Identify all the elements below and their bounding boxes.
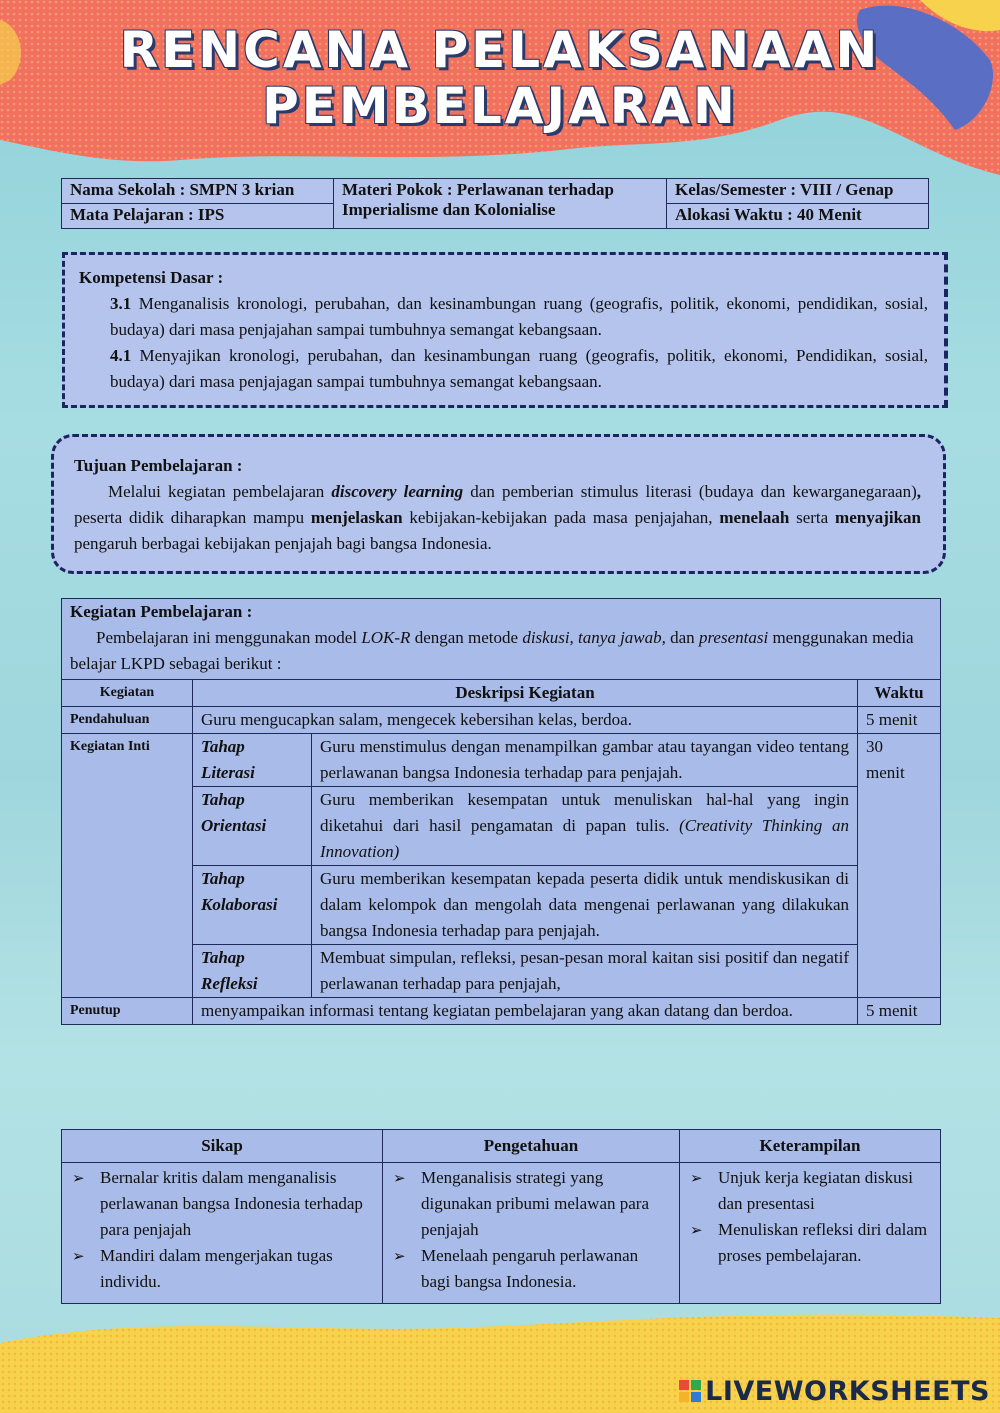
liveworksheets-icon (679, 1380, 701, 1402)
intro-model: LOK-R (361, 628, 411, 647)
tujuan-heading: Tujuan Pembelajaran : (74, 456, 243, 475)
tujuan-text: serta (789, 508, 836, 527)
brand-text: LIVEWORKSHEETS (705, 1376, 990, 1407)
stage-desc-text: Membuat simpulan, refleksi, pesan-pesan moral kaitan sisi positif dan negatif perlawanan terhadap para penjajah, (320, 948, 849, 993)
kompetensi-number: 4.1 (110, 346, 132, 365)
pengetahuan-list (391, 1165, 671, 1295)
stage-desc-text: Guru menstimulus dengan menampilkan gambar atau tayangan video tentang perlawanan bangsa Indonesia terhadap para penjajah. (320, 737, 849, 782)
title-line-1: RENCANA PELAKSANAAN (119, 21, 881, 79)
intro-text: dengan metode (410, 628, 523, 647)
penutup-waktu: 5 menit (858, 998, 941, 1025)
liveworksheets-logo[interactable] (679, 1376, 990, 1407)
stage-name (193, 787, 312, 866)
stage-desc (312, 787, 858, 866)
list-item: ➢ Unjuk kerja kegiatan diskusi dan presentasi (688, 1165, 932, 1217)
stage-name-line: Kolaborasi (201, 895, 278, 914)
col-header-keterampilan: Keterampilan (680, 1130, 941, 1163)
stage-name-line: Literasi (201, 763, 255, 782)
tujuan-keyword: menjelaskan (310, 508, 403, 527)
kegiatan-inti-label: Kegiatan Inti (62, 734, 193, 998)
stage-desc (312, 945, 858, 998)
kompetensi-text: Menganalisis kronologi, perubahan, dan kesinambungan ruang (geografis, politik, ekonomi, pendidikan, sosial, budaya) dari masa penjajahan sampai tumbuhnya semangat kebangsaan. (110, 294, 928, 339)
stage-desc-note: (Creativity Thinking an Innovation) (320, 816, 849, 861)
materi-pokok (334, 179, 667, 229)
tujuan-paragraph (74, 479, 921, 557)
kompetensi-dasar-box (62, 252, 948, 408)
kegiatan-heading: Kegiatan Pembelajaran : (70, 602, 253, 621)
tujuan-pembelajaran-box (51, 434, 946, 574)
pengetahuan-cell (383, 1163, 680, 1304)
stage-desc (312, 734, 858, 787)
intro-metode: diskusi, tanya jawab, (522, 628, 666, 647)
stage-name (193, 734, 312, 787)
penilaian-table (61, 1129, 941, 1304)
keterampilan-cell (680, 1163, 941, 1304)
list-item: ➢ Bernalar kritis dalam menganalisis perlawanan bangsa Indonesia terhadap para penjajah (70, 1165, 374, 1243)
list-item: ➢ Menelaah pengaruh perlawanan bagi bangsa Indonesia. (391, 1243, 671, 1295)
nama-sekolah: Nama Sekolah : SMPN 3 krian (62, 179, 334, 204)
intro-text: menggunakan media belajar LKPD sebagai berikut : (70, 628, 914, 673)
kompetensi-heading: Kompetensi Dasar : (79, 268, 224, 287)
materi-pokok-line-1: Materi Pokok : Perlawanan terhadap (342, 180, 614, 199)
stage-name-line: Orientasi (201, 816, 267, 835)
tujuan-keyword: menelaah (719, 508, 790, 527)
list-item: ➢ Mandiri dalam mengerjakan tugas individu. (70, 1243, 374, 1295)
tujuan-comma: , (916, 482, 921, 501)
penutup-label: Penutup (62, 998, 193, 1025)
tujuan-text: peserta didik diharapkan mampu (74, 508, 311, 527)
inti-waktu-unit: menit (866, 763, 905, 782)
sikap-cell (62, 1163, 383, 1304)
kompetensi-item (79, 291, 928, 343)
stage-name-line: Tahap (201, 869, 245, 888)
tujuan-keyword: menyajikan (835, 508, 921, 527)
kompetensi-item (79, 343, 928, 395)
tujuan-text: kebijakan-kebijakan pada masa penjajahan, (402, 508, 720, 527)
alokasi-waktu: Alokasi Waktu : 40 Menit (667, 204, 929, 229)
penutup-desc: menyampaikan informasi tentang kegiatan pembelajaran yang akan datang dan berdoa. (193, 998, 858, 1025)
kegiatan-intro (62, 599, 941, 680)
stage-name-line: Tahap (201, 790, 245, 809)
pendahuluan-desc: Guru mengucapkan salam, mengecek kebersihan kelas, berdoa. (193, 707, 858, 734)
title-line-2: PEMBELAJARAN (262, 77, 738, 135)
tujuan-text: dan pemberian stimulus literasi (budaya dan kewarganegaraan) (463, 482, 917, 501)
stage-desc-text: Guru memberikan kesempatan kepada peserta didik untuk mendiskusikan di dalam kelompok dan mengolah data mengenai perlawanan yang dilakukan bangsa Indonesia terhadap para penjajah. (320, 869, 849, 940)
intro-text: dan (665, 628, 699, 647)
stage-name (193, 866, 312, 945)
col-header-pengetahuan: Pengetahuan (383, 1130, 680, 1163)
stage-desc (312, 866, 858, 945)
kegiatan-intro-text (70, 625, 932, 677)
tujuan-text: Melalui kegiatan pembelajaran (108, 482, 332, 501)
col-header-waktu: Waktu (858, 680, 941, 707)
list-item: ➢ Menganalisis strategi yang digunakan pribumi melawan para penjajah (391, 1165, 671, 1243)
stage-name-line: Tahap (201, 737, 245, 756)
kompetensi-number: 3.1 (110, 294, 132, 313)
kegiatan-inti-waktu (858, 734, 941, 998)
col-header-kegiatan: Kegiatan (62, 680, 193, 707)
list-item: ➢ Menuliskan refleksi diri dalam proses pembelajaran. (688, 1217, 932, 1269)
stage-name-line: Refleksi (201, 974, 258, 993)
stage-desc-text: Guru memberikan kesempatan untuk menuliskan hal-hal yang ingin diketahui dari hasil pengamatan di papan tulis. (320, 790, 849, 835)
inti-waktu-value: 30 (866, 737, 883, 756)
pendahuluan-waktu: 5 menit (858, 707, 941, 734)
col-header-sikap: Sikap (62, 1130, 383, 1163)
stage-name (193, 945, 312, 998)
tujuan-text: pengaruh berbagai kebijakan penjajah bagi bangsa Indonesia. (74, 534, 492, 553)
intro-presentasi: presentasi (698, 628, 769, 647)
page-title (0, 22, 1000, 134)
kompetensi-text: Menyajikan kronologi, perubahan, dan kesinambungan ruang (geografis, politik, ekonomi, Pendidikan, sosial, budaya) dari masa penjajagan sampai tumbuhnya semangat kebangsaan. (110, 346, 928, 391)
stage-name-line: Tahap (201, 948, 245, 967)
intro-text: Pembelajaran ini menggunakan model (96, 628, 362, 647)
materi-pokok-line-2: Imperialisme dan Kolonialise (342, 200, 556, 219)
keterampilan-list (688, 1165, 932, 1269)
col-header-deskripsi: Deskripsi Kegiatan (193, 680, 858, 707)
pendahuluan-label: Pendahuluan (62, 707, 193, 734)
kegiatan-pembelajaran-table (61, 598, 941, 1025)
mata-pelajaran: Mata Pelajaran : IPS (62, 204, 334, 229)
school-info-table (61, 178, 929, 229)
kelas-semester: Kelas/Semester : VIII / Genap (667, 179, 929, 204)
sikap-list (70, 1165, 374, 1295)
tujuan-method: discovery learning (331, 482, 464, 501)
